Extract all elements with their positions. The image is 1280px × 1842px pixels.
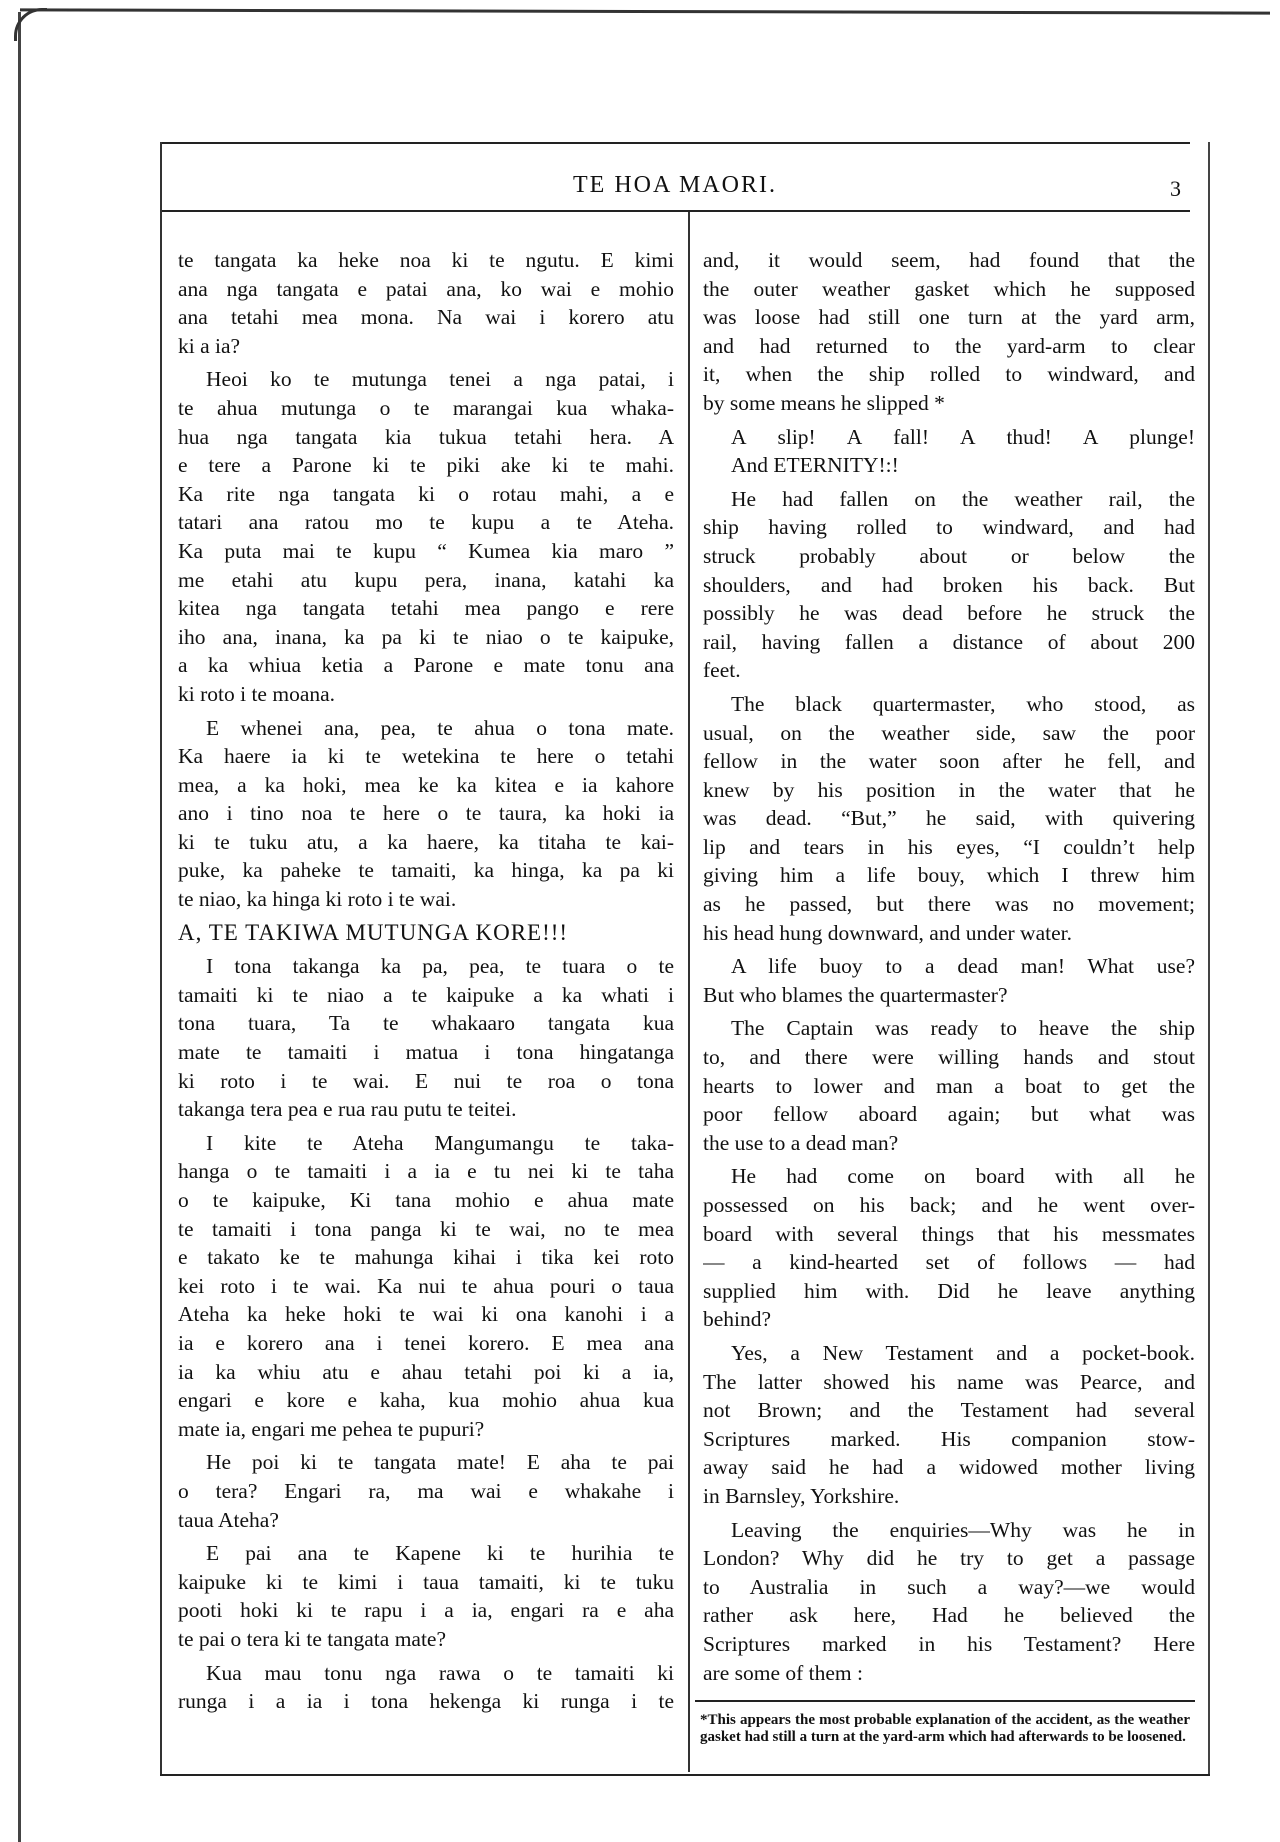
- text-line: ana nga tangata e patai ana, ko wai e mohio: [178, 276, 674, 301]
- text-line: the use to a dead man?: [703, 1130, 899, 1155]
- text-line: ship having rolled to windward, and had: [703, 515, 1195, 540]
- text-line: board with several things that his messmates: [703, 1221, 1195, 1246]
- text-line: possessed on his back; and he went over-: [703, 1193, 1195, 1217]
- paragraph: [178, 714, 674, 914]
- text-line: by some means he slipped *: [703, 390, 945, 415]
- paragraph: [178, 1448, 674, 1534]
- text-line: as he passed, but there was no movement;: [703, 892, 1195, 917]
- text-line: mate te tamaiti i matua i tona hingatanga: [178, 1040, 674, 1065]
- text-line: A, TE TAKIWA MUTUNGA KORE!!!: [178, 919, 569, 945]
- text-line: to, and there were willing hands and stout: [703, 1045, 1195, 1070]
- text-line: o te kaipuke, Ki tana mohio e ahua mate: [178, 1188, 674, 1212]
- text-line: taua Ateha?: [178, 1507, 279, 1532]
- text-line: tatari ana ratou mo te kupu a te Ateha.: [178, 510, 674, 535]
- paragraph: [178, 952, 674, 1124]
- text-line: e takato ke te mahunga kihai i tika kei roto: [178, 1245, 674, 1270]
- footnote: *This appears the most probable explanation of the accident, as the weather gasket had still a turn at the yard-arm which had afterwards to be loosened.: [700, 1712, 1190, 1745]
- text-line: are some of them :: [703, 1660, 864, 1685]
- running-title: TE HOA MAORI.: [573, 172, 777, 198]
- text-line: was dead. “But,” he said, with quivering: [703, 806, 1195, 831]
- text-line: ana tetahi mea mona. Na wai i korero atu: [178, 305, 674, 330]
- text-line: rather ask here, Had he believed the: [703, 1603, 1195, 1628]
- text-line: The black quartermaster, who stood, as: [731, 691, 1195, 716]
- text-line: And ETERNITY!:!: [731, 453, 899, 478]
- text-line: E whenei ana, pea, te ahua o tona mate.: [206, 715, 674, 740]
- text-line: But who blames the quartermaster?: [703, 982, 1008, 1007]
- text-line: tamaiti ki te niao a te kaipuke a ka whati i: [178, 982, 674, 1007]
- frame-rule-left: [160, 142, 162, 1776]
- text-line: I kite te Ateha Mangumangu te taka-: [206, 1130, 674, 1155]
- text-line: Ka rite nga tangata ki o rotau mahi, a e: [178, 481, 674, 506]
- text-line: — a kind-hearted set of follows — had: [703, 1250, 1195, 1275]
- text-line: A slip! A fall! A thud! A plunge!: [731, 424, 1195, 449]
- text-line: ia e korero ana i tenei korero. E mea ana: [178, 1330, 674, 1355]
- text-line: He poi ki te tangata mate! E aha te pai: [206, 1450, 674, 1475]
- text-line: away said he had a widowed mother living: [703, 1455, 1195, 1480]
- text-line: runga i a ia i tona hekenga ki runga i te: [178, 1689, 674, 1714]
- text-line: mate ia, engari me pehea te pupuri?: [178, 1416, 485, 1441]
- text-line: E pai ana te Kapene ki te hurihia te: [206, 1541, 674, 1566]
- text-line: te tamaiti i tona panga ki te wai, no te mea: [178, 1216, 674, 1241]
- text-line: kaipuke ki te kimi i taua tamaiti, ki te tuku: [178, 1569, 674, 1594]
- text-line: it, when the ship rolled to windward, and: [703, 362, 1195, 387]
- text-line: te pai o tera ki te tangata mate?: [178, 1626, 447, 1651]
- text-line: and had returned to the yard-arm to clear: [703, 333, 1195, 358]
- column-divider: [688, 212, 690, 1772]
- paragraph: [178, 246, 674, 360]
- text-line: The Captain was ready to heave the ship: [731, 1016, 1195, 1041]
- text-line: Ka haere ia ki te wetekina te here o tetahi: [178, 744, 674, 769]
- text-line: ano i tino noa te here o te taura, ka hoki ia: [178, 801, 674, 826]
- text-line: in Barnsley, Yorkshire.: [703, 1483, 900, 1508]
- paragraph: [703, 952, 1195, 1009]
- text-line: Scriptures marked. His companion stow-: [703, 1426, 1195, 1451]
- text-line: hua nga tangata kia tukua tetahi hera. A: [178, 424, 674, 449]
- section-heading: [178, 919, 674, 948]
- paragraph: [703, 1162, 1195, 1334]
- paragraph: [703, 1516, 1195, 1688]
- text-line: lip and tears in his eyes, “I couldn’t help: [703, 834, 1195, 859]
- text-line: ki roto i te wai. E nui te roa o tona: [178, 1068, 674, 1093]
- text-line: fellow in the water soon after he fell, and: [703, 749, 1195, 774]
- text-line: to Australia in such a way?—we would: [703, 1574, 1195, 1599]
- scan-edge-top: [20, 8, 1270, 14]
- paragraph: [178, 1539, 674, 1653]
- text-line: shoulders, and had broken his back. But: [703, 572, 1195, 597]
- text-line: Kua mau tonu nga rawa o te tamaiti ki: [206, 1660, 674, 1685]
- scan-edge-left: [18, 12, 21, 1842]
- text-line: e tere a Parone ki te piki ake ki te mahi.: [178, 453, 674, 478]
- text-line: was loose had still one turn at the yard arm,: [703, 305, 1195, 330]
- paragraph: [703, 246, 1195, 418]
- text-line: the outer weather gasket which he supposed: [703, 276, 1195, 301]
- frame-rule-bottom: [160, 1774, 1210, 1776]
- text-line: I tona takanga ka pa, pea, te tuara o te: [206, 954, 674, 979]
- text-line: ia ka whiu atu e ahau tetahi poi ki a ia,: [178, 1359, 674, 1384]
- paragraph: [703, 1339, 1195, 1511]
- text-line: He had come on board with all he: [731, 1164, 1195, 1189]
- text-line: his head hung downward, and under water.: [703, 920, 1072, 945]
- footnote-rule: [695, 1700, 1195, 1702]
- text-line: o tera? Engari ra, ma wai e whakahe i: [178, 1478, 674, 1503]
- text-line: giving him a life bouy, which I threw him: [703, 863, 1195, 888]
- text-line: feet.: [703, 658, 741, 683]
- text-line: and, it would seem, had found that the: [703, 248, 1195, 272]
- text-line: possibly he was dead before he struck the: [703, 601, 1195, 626]
- right-column: [703, 246, 1195, 1687]
- text-line: engari e kore e kaha, kua mohio ahua kua: [178, 1388, 674, 1413]
- text-line: not Brown; and the Testament had several: [703, 1398, 1195, 1423]
- paragraph: [703, 1014, 1195, 1157]
- text-line: Heoi ko te mutunga tenei a nga patai, i: [206, 367, 674, 392]
- text-line: ki roto i te moana.: [178, 681, 336, 706]
- text-line: a ka whiua ketia a Parone e mate tonu ana: [178, 653, 674, 678]
- text-line: pooti hoki ki te rapu i a ia, engari ra e aha: [178, 1598, 674, 1623]
- text-line: He had fallen on the weather rail, the: [731, 486, 1195, 511]
- text-line: puke, ka paheke te tamaiti, ka hinga, ka pa ki: [178, 858, 674, 883]
- page-number: 3: [1170, 176, 1181, 201]
- text-line: kitea nga tangata tetahi mea pango e rere: [178, 596, 674, 621]
- text-line: Ateha ka heke hoki te wai ki ona kanohi i a: [178, 1302, 674, 1327]
- frame-rule-right: [1208, 142, 1210, 1776]
- paragraph: [178, 365, 674, 708]
- text-line: Yes, a New Testament and a pocket-book.: [731, 1340, 1195, 1365]
- text-line: rail, having fallen a distance of about 200: [703, 629, 1195, 654]
- text-line: ki te tuku atu, a ka haere, ka titaha te kai-: [178, 829, 674, 854]
- text-line: te ahua mutunga o te marangai kua whaka-: [178, 395, 674, 420]
- text-line: iho ana, inana, ka pa ki te niao o te kaipuke,: [178, 624, 674, 649]
- text-line: The latter showed his name was Pearce, and: [703, 1369, 1195, 1394]
- text-line: London? Why did he try to get a passage: [703, 1546, 1195, 1571]
- text-line: hanga o te tamaiti i a ia e tu nei ki te taha: [178, 1159, 674, 1184]
- text-line: usual, on the weather side, saw the poor: [703, 720, 1195, 745]
- left-column: [178, 246, 674, 1716]
- text-line: supplied him with. Did he leave anything: [703, 1278, 1195, 1303]
- paragraph: [703, 423, 1195, 480]
- text-line: kei roto i te wai. Ka nui te ahua pouri o taua: [178, 1273, 674, 1298]
- text-line: ki a ia?: [178, 333, 241, 358]
- header-rule: [160, 210, 1190, 212]
- text-line: mea, a ka hoki, mea ke ka kitea e ia kahore: [178, 772, 674, 797]
- text-line: behind?: [703, 1307, 772, 1332]
- text-line: te tangata ka heke noa ki te ngutu. E kimi: [178, 248, 674, 272]
- text-line: struck probably about or below the: [703, 543, 1195, 568]
- text-line: poor fellow aboard again; but what was: [703, 1102, 1195, 1127]
- text-line: Scriptures marked in his Testament? Here: [703, 1631, 1195, 1656]
- text-line: hearts to lower and man a boat to get the: [703, 1073, 1195, 1098]
- text-line: A life buoy to a dead man! What use?: [731, 954, 1195, 979]
- text-line: Leaving the enquiries—Why was he in: [731, 1517, 1195, 1542]
- paragraph: [178, 1129, 674, 1444]
- paragraph: [703, 690, 1195, 947]
- frame-rule-top: [160, 142, 1190, 144]
- text-line: me etahi atu kupu pera, inana, katahi ka: [178, 567, 674, 592]
- text-line: Ka puta mai te kupu “ Kumea kia maro ”: [178, 538, 674, 563]
- paragraph: [178, 1659, 674, 1716]
- text-line: te niao, ka hinga ki roto i te wai.: [178, 887, 457, 912]
- text-line: takanga tera pea e rua rau putu te teitei.: [178, 1097, 517, 1122]
- text-line: tona tuara, Ta te whakaaro tangata kua: [178, 1011, 674, 1036]
- paragraph: [703, 485, 1195, 685]
- text-line: knew by his position in the water that he: [703, 777, 1195, 802]
